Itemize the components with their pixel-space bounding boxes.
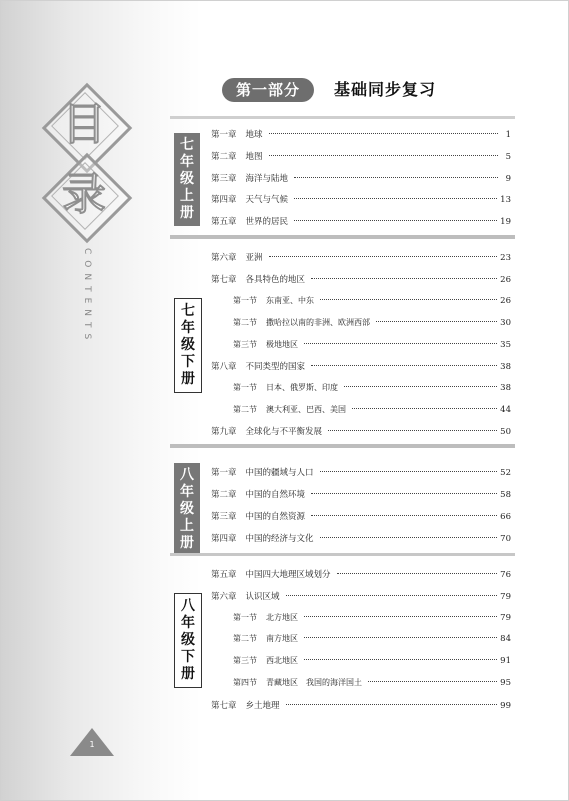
grade-char: 级 <box>180 501 194 517</box>
dot-leader <box>304 616 497 617</box>
page-number: 84 <box>500 634 511 644</box>
toc-entry[interactable] <box>211 193 511 207</box>
section-title: 西北地区 <box>266 656 298 665</box>
page-number: 79 <box>500 613 511 623</box>
page-number: 50 <box>500 427 511 437</box>
contents-label: CONTENTS <box>82 248 92 346</box>
dot-leader <box>320 299 497 300</box>
page-number: 99 <box>500 701 511 711</box>
dot-leader <box>304 343 497 344</box>
section-title: 东南亚、中东 <box>266 296 314 305</box>
section-divider <box>170 235 515 239</box>
toc-subentry[interactable] <box>233 295 511 309</box>
grade-char: 年 <box>181 615 195 631</box>
grade-char: 下 <box>181 649 195 665</box>
dot-leader <box>320 471 498 472</box>
section-number: 第三节 <box>233 656 257 665</box>
grade-char: 上 <box>180 188 194 204</box>
section-number: 第一节 <box>233 613 257 622</box>
page-number: 44 <box>500 405 511 415</box>
chapter-title: 中国四大地理区域划分 <box>245 570 331 580</box>
grade-label-8a <box>174 463 200 556</box>
chapter-number: 第九章 <box>211 427 237 437</box>
page-number: 38 <box>500 383 511 393</box>
toc-subentry[interactable] <box>233 404 511 418</box>
section-title: 极地地区 <box>266 340 298 349</box>
grade-char: 级 <box>181 632 195 648</box>
dot-leader <box>304 659 497 660</box>
chapter-title: 不同类型的国家 <box>245 362 306 372</box>
section-number: 第四节 <box>233 678 257 687</box>
page-number: 26 <box>500 275 511 285</box>
toc-entry[interactable] <box>211 466 511 480</box>
chapter-number: 第一章 <box>211 468 237 478</box>
section-number: 第一节 <box>233 296 257 305</box>
footer-page-number: 1 <box>89 740 95 749</box>
dot-leader <box>311 365 497 366</box>
grade-label-7b <box>174 298 202 393</box>
chapter-number: 第三章 <box>211 174 237 184</box>
dot-leader <box>320 537 498 538</box>
toc-entry[interactable] <box>211 532 511 546</box>
chapter-title: 全球化与不平衡发展 <box>245 427 323 437</box>
dot-leader <box>269 155 498 156</box>
grade-char: 上 <box>180 518 194 534</box>
page-number: 58 <box>500 490 511 500</box>
toc-entry[interactable] <box>211 510 511 524</box>
grade-char: 年 <box>180 154 194 170</box>
chapter-number: 第五章 <box>211 217 237 227</box>
section-divider <box>170 553 515 556</box>
page-number: 79 <box>500 592 511 602</box>
dot-leader <box>269 256 498 257</box>
section-number: 第三节 <box>233 340 257 349</box>
dot-leader <box>294 220 497 221</box>
grade-char: 册 <box>180 205 194 221</box>
grade-char: 下 <box>181 354 195 370</box>
toc-entry[interactable] <box>211 172 511 186</box>
chapter-number: 第二章 <box>211 152 237 162</box>
chapter-number: 第五章 <box>211 570 237 580</box>
heading-char-lu: 录 <box>62 169 106 220</box>
toc-entry[interactable] <box>211 128 511 142</box>
grade-char: 七 <box>181 303 195 319</box>
toc-entry[interactable] <box>211 273 511 287</box>
section-title: 澳大利亚、巴西、美国 <box>266 405 346 414</box>
grade-char: 册 <box>181 371 195 387</box>
grade-char: 册 <box>181 666 195 682</box>
toc-subentry[interactable] <box>233 633 511 647</box>
dot-leader <box>311 515 497 516</box>
toc-entry[interactable] <box>211 360 511 374</box>
chapter-number: 第六章 <box>211 592 237 602</box>
toc-entry[interactable] <box>211 251 511 265</box>
page-number: 35 <box>500 340 511 350</box>
toc-entry[interactable] <box>211 150 511 164</box>
toc-entry[interactable] <box>211 215 511 229</box>
page-number: 38 <box>500 362 511 372</box>
chapter-title: 海洋与陆地 <box>245 174 289 184</box>
heading-char-mu: 目 <box>62 99 106 150</box>
toc-subentry[interactable] <box>233 317 511 331</box>
chapter-title: 世界的居民 <box>245 217 289 227</box>
chapter-title: 天气与气候 <box>245 195 289 205</box>
dot-leader <box>294 198 497 199</box>
chapter-number: 第三章 <box>211 512 237 522</box>
grade-char: 级 <box>181 337 195 353</box>
dot-leader <box>328 430 497 431</box>
chapter-title: 中国的自然资源 <box>245 512 306 522</box>
chapter-title: 亚洲 <box>245 253 263 263</box>
part-title: 基础同步复习 <box>334 80 437 99</box>
dot-leader <box>286 595 498 596</box>
dot-leader <box>376 321 497 322</box>
toc-entry[interactable] <box>211 425 511 439</box>
chapter-title: 地图 <box>245 152 263 162</box>
grade-label-8b <box>174 593 202 688</box>
dot-leader <box>337 573 498 574</box>
chapter-number: 第四章 <box>211 534 237 544</box>
section-title: 青藏地区 我国的海洋国土 <box>266 678 362 687</box>
dot-leader <box>368 681 497 682</box>
chapter-number: 第八章 <box>211 362 237 372</box>
grade-char: 八 <box>181 598 195 614</box>
toc-subentry[interactable] <box>233 612 511 626</box>
section-number: 第二节 <box>233 634 257 643</box>
page-number: 26 <box>500 296 511 306</box>
page-number: 76 <box>500 570 511 580</box>
chapter-number: 第七章 <box>211 701 237 711</box>
page-number: 95 <box>500 678 511 688</box>
grade-char: 册 <box>180 535 194 551</box>
dot-leader <box>311 278 497 279</box>
section-title: 南方地区 <box>266 634 298 643</box>
dot-leader <box>344 386 497 387</box>
page-number: 52 <box>500 468 511 478</box>
section-title: 撒哈拉以南的非洲、欧洲西部 <box>266 318 370 327</box>
toc-subentry[interactable] <box>233 339 511 353</box>
page-number: 30 <box>500 318 511 328</box>
section-number: 第二节 <box>233 405 257 414</box>
grade-char: 七 <box>180 137 194 153</box>
chapter-number: 第二章 <box>211 490 237 500</box>
section-divider <box>170 444 515 448</box>
chapter-title: 各具特色的地区 <box>245 275 306 285</box>
grade-char: 年 <box>181 320 195 336</box>
chapter-title: 认识区域 <box>245 592 280 602</box>
page-number: 91 <box>500 656 511 666</box>
chapter-title: 地球 <box>245 130 263 140</box>
page-number: 66 <box>500 512 511 522</box>
toc-entry[interactable] <box>211 488 511 502</box>
grade-char: 级 <box>180 171 194 187</box>
toc-entry[interactable] <box>211 699 511 713</box>
dot-leader <box>311 493 497 494</box>
toc-entry[interactable] <box>211 590 511 604</box>
section-title: 日本、俄罗斯、印度 <box>266 383 338 392</box>
section-number: 第二节 <box>233 318 257 327</box>
toc-subentry[interactable] <box>233 655 511 669</box>
grade-label-7a <box>174 133 200 226</box>
toc-subentry[interactable] <box>233 677 511 691</box>
page-number: 19 <box>500 217 511 227</box>
page-number: 13 <box>500 195 511 205</box>
page-number: 1 <box>505 130 511 140</box>
dot-leader <box>304 637 497 638</box>
top-divider <box>170 116 515 119</box>
chapter-title: 中国的自然环境 <box>245 490 306 500</box>
page-number: 70 <box>500 534 511 544</box>
dot-leader <box>352 408 497 409</box>
dot-leader <box>294 177 498 178</box>
toc-subentry[interactable] <box>233 382 511 396</box>
part-badge: 第一部分 <box>222 78 314 102</box>
chapter-title: 乡土地理 <box>245 701 280 711</box>
dot-leader <box>269 133 498 134</box>
section-title: 北方地区 <box>266 613 298 622</box>
toc-entry[interactable] <box>211 568 511 582</box>
page-number: 5 <box>505 152 511 162</box>
page-number: 23 <box>500 253 511 263</box>
page-number: 9 <box>505 174 511 184</box>
chapter-title: 中国的经济与文化 <box>245 534 314 544</box>
chapter-number: 第七章 <box>211 275 237 285</box>
dot-leader <box>286 704 498 705</box>
chapter-number: 第四章 <box>211 195 237 205</box>
chapter-number: 第一章 <box>211 130 237 140</box>
grade-char: 八 <box>180 467 194 483</box>
grade-char: 年 <box>180 484 194 500</box>
chapter-number: 第六章 <box>211 253 237 263</box>
section-number: 第一节 <box>233 383 257 392</box>
chapter-title: 中国的疆域与人口 <box>245 468 314 478</box>
